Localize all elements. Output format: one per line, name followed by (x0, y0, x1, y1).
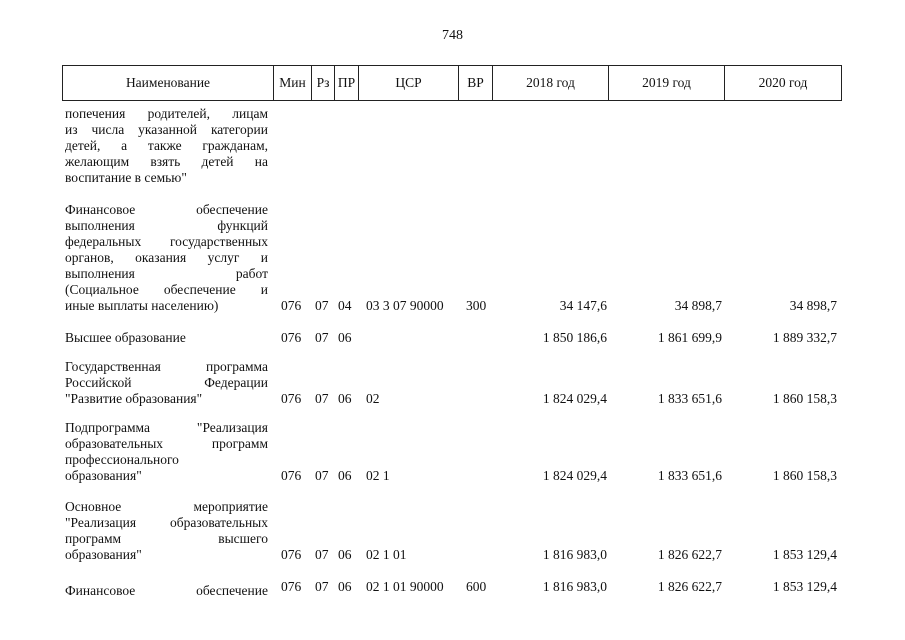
header-name: Наименование (63, 66, 274, 100)
page-number: 748 (442, 28, 463, 43)
table-row (0, 499, 905, 563)
name-line: Подпрограмма "Реализация (65, 420, 268, 435)
table-row (0, 359, 905, 407)
cell-vr: 300 (466, 298, 487, 313)
cell-pr: 06 (338, 330, 352, 345)
header-rz: Рз (312, 66, 335, 100)
cell-2019: 1 833 651,6 (657, 391, 722, 406)
cell-min: 076 (281, 298, 302, 313)
name-line: из числа указанной категории (65, 122, 268, 137)
cell-rz: 07 (315, 298, 329, 313)
cell-2018: 1 816 983,0 (542, 579, 607, 594)
cell-2020: 34 898,7 (789, 298, 837, 313)
cell-pr: 06 (338, 547, 352, 562)
name-line: профессионального (65, 452, 179, 467)
header-2019: 2019 год (609, 66, 725, 100)
name-line: выполнения работ (65, 266, 268, 281)
name-line: выполнения функций (65, 218, 268, 233)
cell-csr: 02 1 (366, 468, 390, 483)
name-line: Государственная программа (65, 359, 268, 374)
table-row (0, 330, 905, 346)
name-line: Российской Федерации (65, 375, 268, 390)
name-line: программ высшего (65, 531, 268, 546)
name-line: "Реализация образовательных (65, 515, 268, 530)
cell-csr: 02 (366, 391, 380, 406)
cell-2020: 1 860 158,3 (772, 468, 837, 483)
cell-rz: 07 (315, 579, 329, 594)
cell-min: 076 (281, 330, 302, 345)
header-2018: 2018 год (493, 66, 609, 100)
name-line: образования" (65, 547, 142, 562)
cell-pr: 06 (338, 468, 352, 483)
name-line: Высшее образование (65, 330, 186, 345)
cell-2020: 1 853 129,4 (772, 579, 837, 594)
cell-2020: 1 889 332,7 (772, 330, 837, 345)
cell-2018: 1 816 983,0 (542, 547, 607, 562)
cell-csr: 03 3 07 90000 (366, 298, 444, 313)
name-line: образования" (65, 468, 142, 483)
name-line: (Социальное обеспечение и (65, 282, 268, 297)
cell-2018: 1 824 029,4 (542, 391, 607, 406)
cell-2020: 1 860 158,3 (772, 391, 837, 406)
table-row (0, 420, 905, 484)
name-line: Финансовое обеспечение (65, 583, 268, 598)
name-line: образовательных программ (65, 436, 268, 451)
cell-min: 076 (281, 547, 302, 562)
cell-rz: 07 (315, 468, 329, 483)
header-min: Мин (274, 66, 312, 100)
table-row (0, 579, 905, 598)
cell-2019: 1 826 622,7 (657, 579, 722, 594)
cell-2019: 34 898,7 (674, 298, 722, 313)
cell-min: 076 (281, 391, 302, 406)
name-line: желающим взять детей на (65, 154, 268, 169)
cell-rz: 07 (315, 330, 329, 345)
cell-2019: 1 833 651,6 (657, 468, 722, 483)
cell-2018: 1 850 186,6 (542, 330, 607, 345)
cell-pr: 06 (338, 391, 352, 406)
cell-2020: 1 853 129,4 (772, 547, 837, 562)
cell-csr: 02 1 01 90000 (366, 579, 444, 594)
table-row (0, 202, 905, 314)
header-csr: ЦСР (359, 66, 459, 100)
name-line: иные выплаты населению) (65, 298, 219, 313)
name-line: попечения родителей, лицам (65, 106, 268, 121)
cell-2019: 1 826 622,7 (657, 547, 722, 562)
header-2020: 2020 год (758, 75, 808, 90)
header-vr: ВР (459, 66, 493, 100)
name-line: органов, оказания услуг и (65, 250, 268, 265)
cell-2018: 34 147,6 (559, 298, 607, 313)
cell-2018: 1 824 029,4 (542, 468, 607, 483)
name-line: детей, а также гражданам, (65, 138, 268, 153)
cell-csr: 02 1 01 (366, 547, 407, 562)
cell-min: 076 (281, 468, 302, 483)
name-line: Финансовое обеспечение (65, 202, 268, 217)
cell-pr: 06 (338, 579, 352, 594)
cell-rz: 07 (315, 547, 329, 562)
table-header (62, 65, 842, 101)
table-row (0, 106, 905, 186)
cell-2019: 1 861 699,9 (657, 330, 722, 345)
name-line: федеральных государственных (65, 234, 268, 249)
cell-vr: 600 (466, 579, 487, 594)
name-line: "Развитие образования" (65, 391, 203, 406)
header-pr: ПР (335, 66, 359, 100)
name-line: Основное мероприятие (65, 499, 268, 514)
cell-rz: 07 (315, 391, 329, 406)
cell-min: 076 (281, 579, 302, 594)
name-line: воспитание в семью" (65, 170, 187, 185)
row-name (65, 106, 268, 186)
cell-pr: 04 (338, 298, 352, 313)
